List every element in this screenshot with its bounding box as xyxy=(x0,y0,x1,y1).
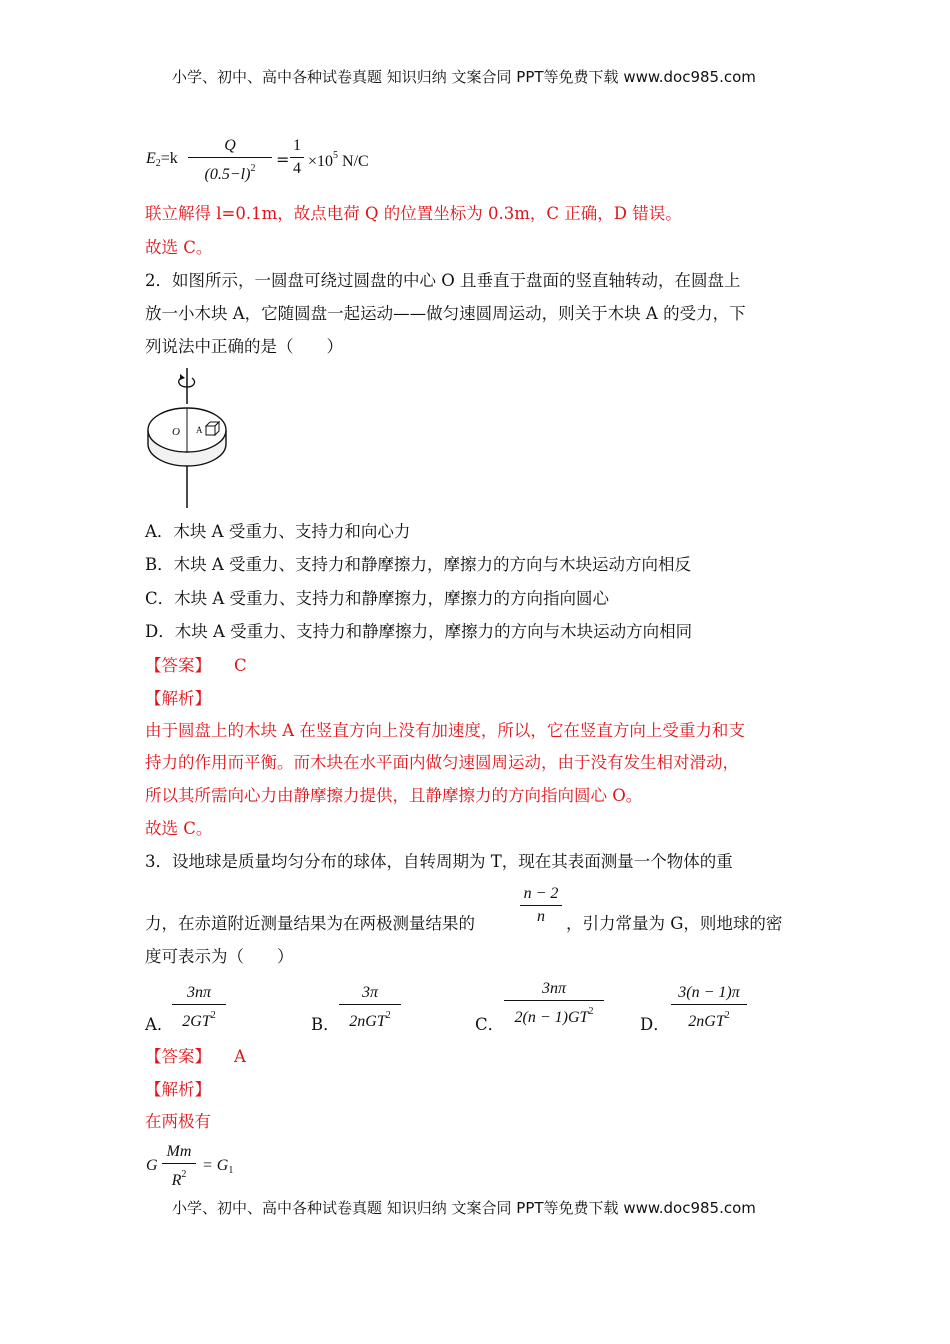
q3-option-d-num: 3(n − 1)π xyxy=(678,984,740,1001)
gravity-num: Mm xyxy=(166,1143,192,1160)
e2-symbol: E xyxy=(146,150,156,167)
e2-quarter-den: 4 xyxy=(293,160,301,177)
equation-e2 xyxy=(146,136,406,186)
q2-option-c: C．木块 A 受重力、支持力和静摩擦力，摩擦力的方向指向圆心 xyxy=(145,589,610,608)
q3-ratio-num: n − 2 xyxy=(523,885,559,902)
q2-option-b: B．木块 A 受重力、支持力和静摩擦力，摩擦力的方向与木块运动方向相反 xyxy=(145,555,692,574)
q1-conclusion: 故选 C。 xyxy=(145,238,213,257)
q3-option-b-den-sup: 2 xyxy=(385,1010,391,1021)
q3-ratio-fraction xyxy=(520,884,562,927)
q3-option-b-fraction xyxy=(339,983,401,1032)
q3-analysis-line1: 在两极有 xyxy=(145,1112,211,1131)
q3-option-c-num: 3nπ xyxy=(541,980,566,997)
q3-option-b-den: 2nGT xyxy=(349,1013,386,1030)
q3-stem-line2a: 力，在赤道附近测量结果为在两极测量结果的 xyxy=(145,914,475,933)
e2-times-ten: ×10 xyxy=(308,153,334,170)
q3-option-c-fraction xyxy=(504,979,604,1028)
e2-unit: N/C xyxy=(338,153,369,170)
q3-option-c-den-sup: 2 xyxy=(588,1006,594,1017)
e2-quarter-fraction xyxy=(290,136,304,179)
q2-analysis-line2: 持力的作用而平衡。而木块在水平面内做匀速圆周运动，由于没有发生相对滑动， xyxy=(145,753,739,772)
gravity-den-sup: 2 xyxy=(181,1169,187,1180)
gravity-constant-symbol: G xyxy=(146,1157,158,1174)
figure-label-a: A xyxy=(196,425,203,435)
q2-answer-label: 【答案】 xyxy=(145,656,211,675)
q3-option-d-label: D． xyxy=(640,1015,670,1034)
q3-option-d-den: 2nGT xyxy=(688,1013,725,1030)
rotating-disk-figure xyxy=(140,368,250,510)
q1-result-line: 联立解得 l=0.1m，故点电荷 Q 的位置坐标为 0.3m，C 正确，D 错误。 xyxy=(145,204,682,223)
gravity-rhs: = G xyxy=(202,1157,229,1174)
q3-option-c-label: C． xyxy=(475,1015,505,1034)
q3-option-a-fraction xyxy=(172,983,226,1032)
gravity-den: R xyxy=(171,1172,182,1189)
equation-gravity-pole xyxy=(146,1142,266,1190)
figure-label-o: O xyxy=(172,426,180,438)
e2-den-sup: 2 xyxy=(250,163,256,174)
q2-answer-value: C xyxy=(234,656,247,675)
q2-conclusion: 故选 C。 xyxy=(145,819,213,838)
e2-quarter-num: 1 xyxy=(293,137,301,154)
q3-analysis-label: 【解析】 xyxy=(145,1080,211,1099)
q3-answer-value: A xyxy=(234,1047,246,1066)
q3-stem-line1: 3．设地球是质量均匀分布的球体，自转周期为 T，现在其表面测量一个物体的重 xyxy=(145,852,733,871)
e2-exponent: 5 xyxy=(333,150,339,161)
q2-stem-line3: 列说法中正确的是（ ） xyxy=(145,337,343,356)
q3-stem-line2b: ，引力常量为 G，则地球的密 xyxy=(566,914,783,933)
e2-equals: = xyxy=(276,150,290,169)
e2-subscript: 2 xyxy=(155,158,161,169)
e2-main-fraction xyxy=(188,136,272,185)
page-header: 小学、初中、高中各种试卷真题 知识归纳 文案合同 PPT等免费下载 www.doc985.com xyxy=(172,68,756,86)
rotation-arrowhead-icon xyxy=(180,374,185,380)
q3-answer-label: 【答案】 xyxy=(145,1047,211,1066)
q3-option-a-den-sup: 2 xyxy=(210,1010,216,1021)
q3-option-c-den: 2(n − 1)GT xyxy=(514,1009,589,1026)
q3-option-b-label: B． xyxy=(311,1015,340,1034)
gravity-fraction xyxy=(162,1142,196,1191)
q2-analysis-label: 【解析】 xyxy=(145,689,211,708)
q3-option-d-fraction xyxy=(671,983,747,1032)
wood-block-icon xyxy=(206,422,219,435)
q2-stem-line1: 2．如图所示，一圆盘可绕过圆盘的中心 O 且垂直于盘面的竖直轴转动，在圆盘上 xyxy=(145,271,741,290)
e2-denominator: (0.5−l) xyxy=(204,166,251,183)
e2-eq-k: =k xyxy=(160,150,178,167)
q3-option-a-label: A． xyxy=(145,1015,174,1034)
q2-stem-line2: 放一小木块 A，它随圆盘一起运动——做匀速圆周运动，则关于木块 A 的受力，下 xyxy=(145,304,746,323)
q3-stem-line3: 度可表示为（ ） xyxy=(145,947,294,966)
q3-option-d-den-sup: 2 xyxy=(724,1010,730,1021)
q3-option-a-num: 3nπ xyxy=(186,984,211,1001)
q2-option-a: A．木块 A 受重力、支持力和向心力 xyxy=(145,522,411,541)
q2-analysis-line1: 由于圆盘上的木块 A 在竖直方向上没有加速度，所以，它在竖直方向上受重力和支 xyxy=(145,721,745,740)
q3-ratio-den: n xyxy=(537,908,545,925)
q2-analysis-line3: 所以其所需向心力由静摩擦力提供，且静摩擦力的方向指向圆心 O。 xyxy=(145,786,643,805)
page-footer: 小学、初中、高中各种试卷真题 知识归纳 文案合同 PPT等免费下载 www.doc985.com xyxy=(172,1199,756,1217)
q3-option-b-num: 3π xyxy=(361,984,378,1001)
e2-numerator: Q xyxy=(224,137,236,154)
q2-option-d: D．木块 A 受重力、支持力和静摩擦力，摩擦力的方向与木块运动方向相同 xyxy=(145,622,693,641)
q3-option-a-den: 2GT xyxy=(182,1013,211,1030)
gravity-rhs-sub: 1 xyxy=(228,1165,234,1176)
